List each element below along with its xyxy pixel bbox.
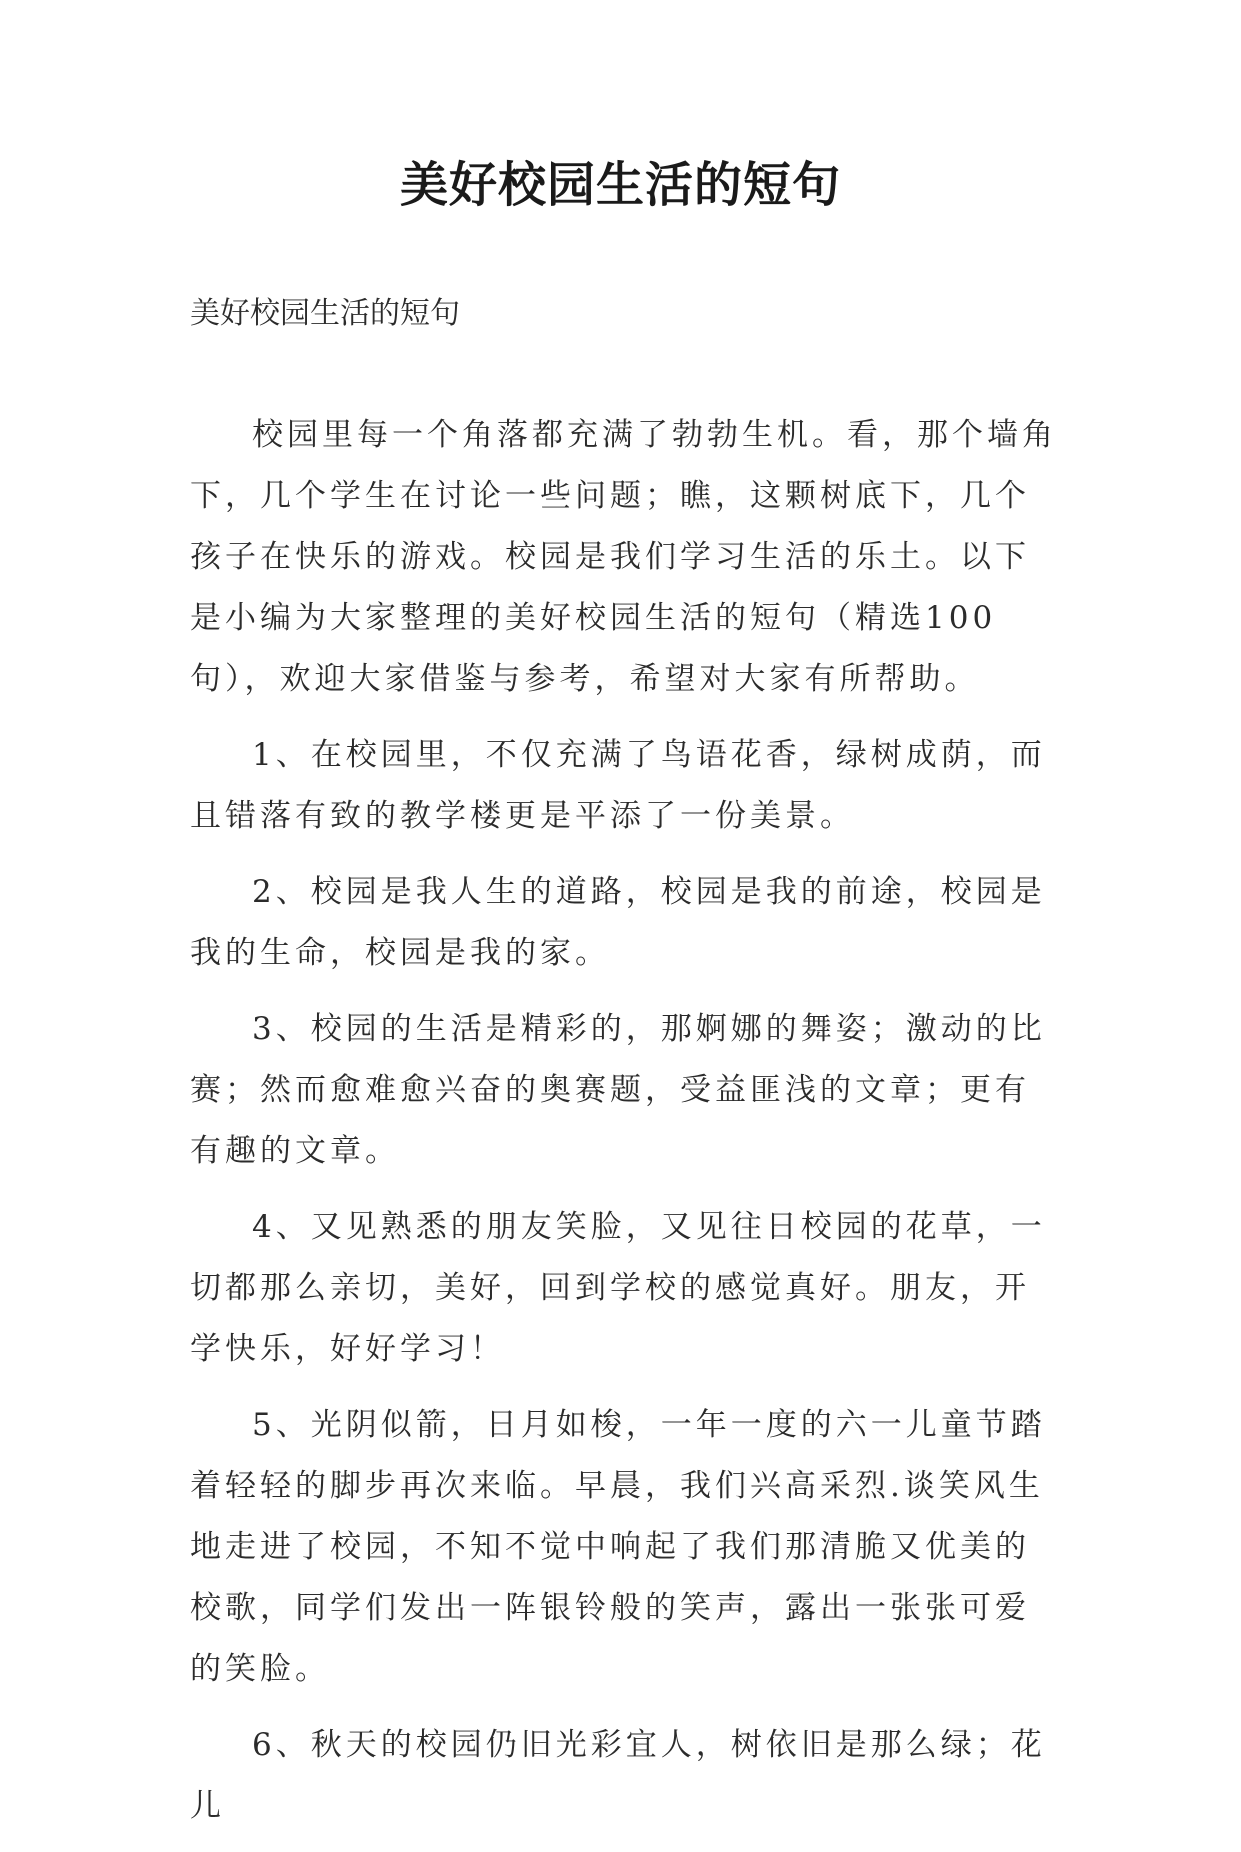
sentence-1: 1、在校园里，不仅充满了鸟语花香，绿树成荫，而且错落有致的教学楼更是平添了一份美景。 (190, 737, 1046, 834)
document-title: 美好校园生活的短句 (399, 157, 841, 213)
sentence-3: 3、校园的生活是精彩的，那婀娜的舞姿；激动的比赛；然而愈难愈兴奋的奥赛题，受益匪浅的文章；更有有趣的文章。 (190, 1011, 1046, 1169)
sentence-6: 6、秋天的校园仍旧光彩宜人，树依旧是那么绿；花儿 (190, 1727, 1046, 1824)
document-subtitle: 美好校园生活的短句 (190, 296, 460, 331)
sentence-4: 4、又见熟悉的朋友笑脸，又见往日校园的花草，一切都那么亲切，美好，回到学校的感觉真好。朋友，开学快乐，好好学习！ (190, 1209, 1046, 1367)
intro-paragraph: 校园里每一个角落都充满了勃勃生机。看，那个墙角下，几个学生在讨论一些问题；瞧，这颗树底下，几个孩子在快乐的游戏。校园是我们学习生活的乐土。以下是小编为大家整理的美好校园生活的短句（精选100句），欢迎大家借鉴与参考，希望对大家有所帮助。 (190, 417, 1057, 697)
sentence-2: 2、校园是我人生的道路，校园是我的前途，校园是我的生命，校园是我的家。 (190, 874, 1046, 971)
sentence-5: 5、光阴似箭，日月如梭，一年一度的六一儿童节踏着轻轻的脚步再次来临。早晨，我们兴高采烈.谈笑风生地走进了校园，不知不觉中响起了我们那清脆又优美的校歌，同学们发出一阵银铃般的笑声，露出一张张可爱的笑脸。 (190, 1407, 1046, 1687)
document-body (190, 405, 1058, 1852)
